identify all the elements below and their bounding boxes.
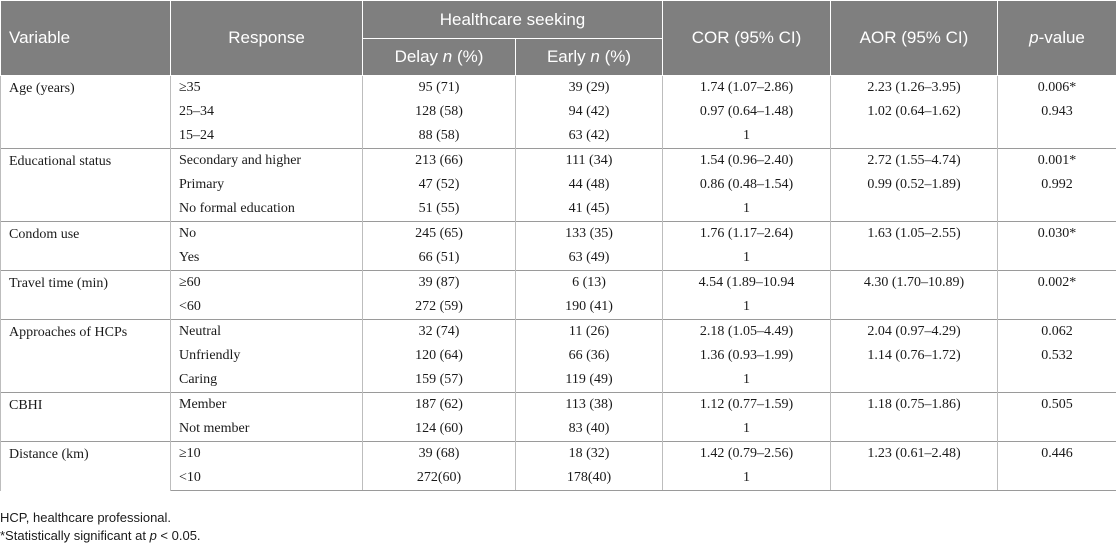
variable-cell: Educational status bbox=[1, 149, 171, 222]
aor-cell: 0.99 (0.52–1.89) bbox=[831, 173, 998, 197]
p-value-cell: 0.446 bbox=[998, 442, 1116, 467]
early-cell: 11 (26) bbox=[516, 320, 663, 345]
cor-cell: 1.76 (1.17–2.64) bbox=[663, 222, 831, 247]
response-cell: Caring bbox=[171, 368, 363, 393]
aor-cell: 1.02 (0.64–1.62) bbox=[831, 100, 998, 124]
early-cell: 39 (29) bbox=[516, 76, 663, 101]
aor-cell bbox=[831, 417, 998, 442]
header-delay bbox=[363, 39, 516, 76]
aor-cell: 1.14 (0.76–1.72) bbox=[831, 344, 998, 368]
response-cell: ≥10 bbox=[171, 442, 363, 467]
cor-cell: 1.42 (0.79–2.56) bbox=[663, 442, 831, 467]
cor-cell: 0.86 (0.48–1.54) bbox=[663, 173, 831, 197]
header-early-pct: (%) bbox=[604, 47, 632, 66]
p-value-cell bbox=[998, 368, 1116, 393]
response-cell: No formal education bbox=[171, 197, 363, 222]
cor-cell: 1 bbox=[663, 124, 831, 149]
header-early-label: Early bbox=[546, 47, 586, 66]
delay-cell: 66 (51) bbox=[363, 246, 516, 271]
response-cell: ≥35 bbox=[171, 76, 363, 101]
early-cell: 6 (13) bbox=[516, 271, 663, 296]
table-row bbox=[1, 442, 1116, 467]
cor-cell: 4.54 (1.89–10.94 bbox=[663, 271, 831, 296]
response-cell: Secondary and higher bbox=[171, 149, 363, 174]
early-cell: 119 (49) bbox=[516, 368, 663, 393]
p-value-cell: 0.062 bbox=[998, 320, 1116, 345]
delay-cell: 128 (58) bbox=[363, 100, 516, 124]
table-row bbox=[1, 393, 1116, 418]
early-cell: 63 (49) bbox=[516, 246, 663, 271]
table-body bbox=[1, 76, 1116, 491]
delay-cell: 47 (52) bbox=[363, 173, 516, 197]
variable-cell: Age (years) bbox=[1, 76, 171, 149]
delay-cell: 39 (87) bbox=[363, 271, 516, 296]
aor-cell bbox=[831, 466, 998, 491]
p-value-cell bbox=[998, 295, 1116, 320]
cor-cell: 1.36 (0.93–1.99) bbox=[663, 344, 831, 368]
p-value-cell: 0.002* bbox=[998, 271, 1116, 296]
header-response: Response bbox=[171, 1, 363, 76]
early-cell: 44 (48) bbox=[516, 173, 663, 197]
early-cell: 18 (32) bbox=[516, 442, 663, 467]
variable-cell: Approaches of HCPs bbox=[1, 320, 171, 393]
cor-cell: 2.18 (1.05–4.49) bbox=[663, 320, 831, 345]
header-delay-label: Delay bbox=[394, 47, 439, 66]
cor-cell: 1 bbox=[663, 368, 831, 393]
cor-cell: 1 bbox=[663, 295, 831, 320]
response-cell: Neutral bbox=[171, 320, 363, 345]
aor-cell bbox=[831, 295, 998, 320]
p-value-cell bbox=[998, 124, 1116, 149]
table-row bbox=[1, 76, 1116, 101]
aor-cell: 2.23 (1.26–3.95) bbox=[831, 76, 998, 101]
p-value-cell bbox=[998, 197, 1116, 222]
response-cell: <60 bbox=[171, 295, 363, 320]
response-cell: No bbox=[171, 222, 363, 247]
header-early bbox=[516, 39, 663, 76]
table-row bbox=[1, 149, 1116, 174]
table-header bbox=[1, 1, 1116, 76]
header-delay-pct: (%) bbox=[456, 47, 484, 66]
delay-cell: 272 (59) bbox=[363, 295, 516, 320]
response-cell: 25–34 bbox=[171, 100, 363, 124]
p-value-cell: 0.505 bbox=[998, 393, 1116, 418]
aor-cell: 2.72 (1.55–4.74) bbox=[831, 149, 998, 174]
p-value-cell: 0.943 bbox=[998, 100, 1116, 124]
p-value-cell: 0.030* bbox=[998, 222, 1116, 247]
aor-cell bbox=[831, 368, 998, 393]
cor-cell: 0.97 (0.64–1.48) bbox=[663, 100, 831, 124]
header-aor: AOR (95% CI) bbox=[831, 1, 998, 76]
delay-cell: 272(60) bbox=[363, 466, 516, 491]
cor-cell: 1 bbox=[663, 197, 831, 222]
p-value-cell: 0.006* bbox=[998, 76, 1116, 101]
early-cell: 113 (38) bbox=[516, 393, 663, 418]
delay-cell: 159 (57) bbox=[363, 368, 516, 393]
delay-cell: 88 (58) bbox=[363, 124, 516, 149]
p-value-cell bbox=[998, 246, 1116, 271]
response-cell: Yes bbox=[171, 246, 363, 271]
aor-cell bbox=[831, 197, 998, 222]
early-cell: 63 (42) bbox=[516, 124, 663, 149]
delay-cell: 120 (64) bbox=[363, 344, 516, 368]
early-cell: 41 (45) bbox=[516, 197, 663, 222]
header-p-italic: p bbox=[1029, 28, 1039, 47]
aor-cell: 1.63 (1.05–2.55) bbox=[831, 222, 998, 247]
aor-cell bbox=[831, 124, 998, 149]
variable-cell: CBHI bbox=[1, 393, 171, 442]
aor-cell bbox=[831, 246, 998, 271]
variable-cell: Condom use bbox=[1, 222, 171, 271]
delay-cell: 213 (66) bbox=[363, 149, 516, 174]
header-cor: COR (95% CI) bbox=[663, 1, 831, 76]
cor-cell: 1 bbox=[663, 246, 831, 271]
aor-cell: 1.23 (0.61–2.48) bbox=[831, 442, 998, 467]
footnote-abbreviation: HCP, healthcare professional. bbox=[0, 510, 172, 525]
header-delay-n: n bbox=[442, 47, 453, 66]
early-cell: 133 (35) bbox=[516, 222, 663, 247]
header-early-n: n bbox=[590, 47, 600, 66]
delay-cell: 95 (71) bbox=[363, 76, 516, 101]
response-cell: ≥60 bbox=[171, 271, 363, 296]
response-cell: Member bbox=[171, 393, 363, 418]
cor-cell: 1.74 (1.07–2.86) bbox=[663, 76, 831, 101]
delay-cell: 124 (60) bbox=[363, 417, 516, 442]
early-cell: 190 (41) bbox=[516, 295, 663, 320]
table-row bbox=[1, 222, 1116, 247]
early-cell: 178(40) bbox=[516, 466, 663, 491]
response-cell: <10 bbox=[171, 466, 363, 491]
footnote-sig-suffix: < 0.05. bbox=[156, 528, 201, 543]
aor-cell: 2.04 (0.97–4.29) bbox=[831, 320, 998, 345]
p-value-cell: 0.992 bbox=[998, 173, 1116, 197]
cor-cell: 1 bbox=[663, 417, 831, 442]
footnote-sig-p: p bbox=[149, 528, 157, 543]
response-cell: 15–24 bbox=[171, 124, 363, 149]
variable-cell: Distance (km) bbox=[1, 442, 171, 491]
cor-cell: 1.12 (0.77–1.59) bbox=[663, 393, 831, 418]
footnote-significance bbox=[0, 528, 201, 543]
p-value-cell bbox=[998, 417, 1116, 442]
response-cell: Primary bbox=[171, 173, 363, 197]
header-p-value bbox=[998, 1, 1116, 76]
header-healthcare-seeking: Healthcare seeking bbox=[363, 1, 663, 39]
early-cell: 111 (34) bbox=[516, 149, 663, 174]
table-row bbox=[1, 271, 1116, 296]
aor-cell: 4.30 (1.70–10.89) bbox=[831, 271, 998, 296]
aor-cell: 1.18 (0.75–1.86) bbox=[831, 393, 998, 418]
delay-cell: 39 (68) bbox=[363, 442, 516, 467]
response-cell: Not member bbox=[171, 417, 363, 442]
delay-cell: 187 (62) bbox=[363, 393, 516, 418]
p-value-cell: 0.532 bbox=[998, 344, 1116, 368]
p-value-cell bbox=[998, 466, 1116, 491]
delay-cell: 51 (55) bbox=[363, 197, 516, 222]
header-p-rest: -value bbox=[1038, 28, 1085, 47]
footnote-sig-prefix: *Statistically significant at bbox=[0, 528, 150, 543]
header-variable: Variable bbox=[1, 1, 171, 76]
delay-cell: 32 (74) bbox=[363, 320, 516, 345]
p-value-cell: 0.001* bbox=[998, 149, 1116, 174]
response-cell: Unfriendly bbox=[171, 344, 363, 368]
early-cell: 66 (36) bbox=[516, 344, 663, 368]
cor-cell: 1 bbox=[663, 466, 831, 491]
delay-cell: 245 (65) bbox=[363, 222, 516, 247]
early-cell: 83 (40) bbox=[516, 417, 663, 442]
cor-cell: 1.54 (0.96–2.40) bbox=[663, 149, 831, 174]
variable-cell: Travel time (min) bbox=[1, 271, 171, 320]
early-cell: 94 (42) bbox=[516, 100, 663, 124]
table-row bbox=[1, 320, 1116, 345]
